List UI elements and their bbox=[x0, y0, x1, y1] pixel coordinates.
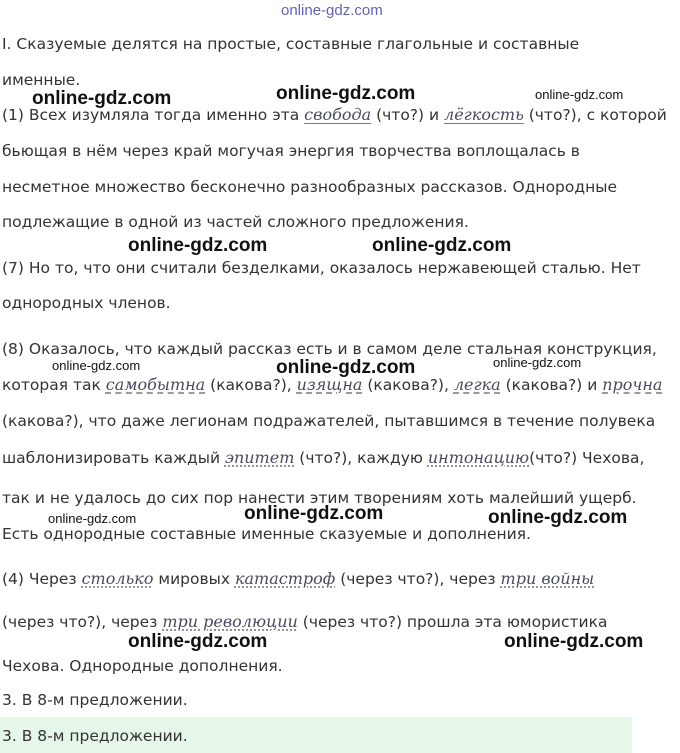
watermark: online-gdz.com bbox=[244, 503, 384, 524]
watermark-top: online-gdz.com bbox=[281, 2, 383, 19]
text-fragment: (через что?) прошла эта юмористика bbox=[297, 613, 608, 631]
handwritten-subject: свобода bbox=[304, 105, 372, 124]
text-fragment: шаблонизировать каждый bbox=[2, 449, 225, 467]
text-fragment: (что?), с которой bbox=[523, 106, 667, 124]
text-fragment: (через что?), через bbox=[335, 570, 501, 588]
handwritten-object: эпитет bbox=[224, 448, 295, 467]
watermark: online-gdz.com bbox=[128, 631, 268, 652]
text-fragment: (что?) и bbox=[371, 106, 445, 124]
text-line-sentence-7: (7) Но то, что они считали безделками, оказалось нержавеющей сталью. Нет bbox=[2, 259, 641, 277]
handwritten-object: катастроф bbox=[234, 569, 336, 588]
handwritten-object: интонацию bbox=[427, 448, 530, 467]
watermark: online-gdz.com bbox=[535, 87, 624, 102]
text-line-sentence-4 bbox=[2, 568, 594, 590]
handwritten-predicate: прочна bbox=[602, 375, 663, 394]
watermark: online-gdz.com bbox=[504, 631, 644, 652]
text-fragment: мировых bbox=[153, 570, 235, 588]
watermark: online-gdz.com bbox=[493, 355, 582, 370]
watermark: online-gdz.com bbox=[32, 88, 172, 109]
handwritten-object: столько bbox=[81, 569, 154, 588]
text-line: несметное множество бесконечно разнообразных рассказов. Однородные bbox=[2, 178, 617, 196]
text-fragment: (1) Всех изумляла тогда именно эта bbox=[2, 106, 305, 124]
handwritten-predicate: легка bbox=[453, 375, 501, 394]
text-line bbox=[2, 447, 644, 469]
text-line: Есть однородные составные именные сказуемые и дополнения. bbox=[2, 525, 531, 543]
text-line: подлежащие в одной из частей сложного предложения. bbox=[2, 213, 469, 231]
text-fragment: (4) Через bbox=[2, 570, 82, 588]
watermark: online-gdz.com bbox=[48, 511, 137, 526]
text-fragment: (через что?), через bbox=[2, 613, 163, 631]
text-line-sentence-1 bbox=[2, 104, 667, 126]
text-fragment: (что?), каждую bbox=[294, 449, 428, 467]
text-line: так и не удалось до сих пор нанести этим творениям хоть малейший ущерб. bbox=[2, 489, 637, 507]
watermark: online-gdz.com bbox=[128, 235, 268, 256]
answer-highlight bbox=[0, 717, 632, 753]
text-fragment: (какова?), bbox=[362, 376, 454, 394]
text-fragment: (какова?) и bbox=[500, 376, 603, 394]
text-fragment: (какова?), bbox=[205, 376, 297, 394]
answer-text: 3. В 8-м предложении. bbox=[2, 727, 188, 745]
text-line: однородных членов. bbox=[2, 294, 171, 312]
handwritten-subject: лёгкость bbox=[444, 105, 524, 124]
text-line: 3. В 8-м предложении. bbox=[2, 691, 188, 709]
text-line: (какова?), что даже легионам подражателей, пытавшимся в течение полувека bbox=[2, 412, 656, 430]
text-line: Чехова. Однородные дополнения. bbox=[2, 657, 283, 675]
handwritten-object: три революции bbox=[162, 612, 298, 631]
text-line-sentence-8: (8) Оказалось, что каждый рассказ есть и в самом деле стальная конструкция, bbox=[2, 340, 657, 358]
handwritten-predicate: самобытна bbox=[105, 375, 206, 394]
text-line: именные. bbox=[2, 71, 81, 89]
watermark: online-gdz.com bbox=[488, 507, 628, 528]
text-line bbox=[2, 611, 607, 633]
watermark: online-gdz.com bbox=[276, 83, 416, 104]
handwritten-object: три войны bbox=[500, 569, 595, 588]
watermark: online-gdz.com bbox=[372, 235, 512, 256]
watermark: online-gdz.com bbox=[52, 358, 141, 373]
text-line bbox=[2, 374, 662, 396]
text-line: I. Сказуемые делятся на простые, составные глагольные и составные bbox=[2, 35, 580, 53]
watermark: online-gdz.com bbox=[276, 357, 416, 378]
handwritten-predicate: изящна bbox=[296, 375, 363, 394]
text-fragment: (что?) Чехова, bbox=[529, 449, 645, 467]
text-line: бьющая в нём через край могучая энергия творчества воплощалась в bbox=[2, 142, 580, 160]
text-fragment: которая так bbox=[2, 376, 106, 394]
